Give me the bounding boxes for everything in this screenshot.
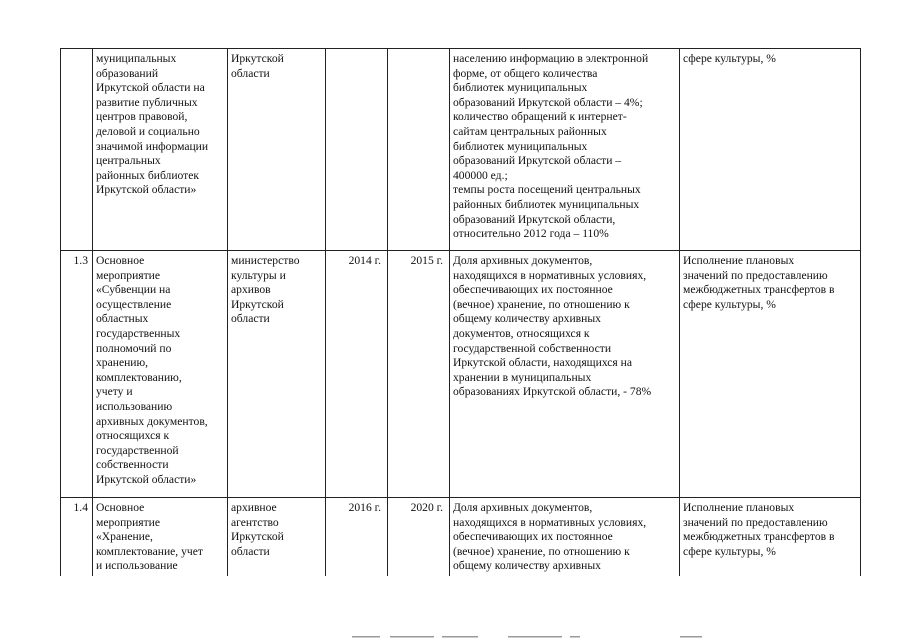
table-row	[61, 49, 861, 251]
indicator: Исполнение плановых значений по предоставлению межбюджетных трансфертов в сфере культуры, %	[680, 251, 861, 498]
expected-result: населению информацию в электронной форме, от общего количества библиотек муниципальных образований Иркутской области – 4%; количество обращений к интернет- сайтам центральных районных библиотек муниципальных образований Иркутской области – 400000 ед.; темпы роста посещений центральных районных библиотек муниципальных образований Иркутской области, относительно 2012 года – 110%	[450, 49, 680, 251]
start-year: 2016 г.	[326, 498, 388, 576]
start-year	[326, 49, 388, 251]
event-name: Основное мероприятие «Субвенции на осуществление областных государственных полномочий по хранению, комплектованию, учету и использованию архивных документов, относящихся к государственной собственности Иркутской области»	[93, 251, 228, 498]
indicator: Исполнение плановых значений по предоставлению межбюджетных трансфертов в сфере культуры, %	[680, 498, 861, 576]
row-number: 1.3	[61, 251, 93, 498]
row-number	[61, 49, 93, 251]
table-row	[61, 498, 861, 576]
event-name: Основное мероприятие «Хранение, комплектование, учет и использование	[93, 498, 228, 576]
scan-artifact-strip	[0, 628, 905, 640]
row-number: 1.4	[61, 498, 93, 576]
program-events-table	[60, 48, 861, 576]
expected-result: Доля архивных документов, находящихся в нормативных условиях, обеспечивающих их постоянное (вечное) хранение, по отношению к общему количеству архивных	[450, 498, 680, 576]
executor: архивное агентство Иркутской области	[228, 498, 326, 576]
indicator: сфере культуры, %	[680, 49, 861, 251]
table-row	[61, 251, 861, 498]
expected-result: Доля архивных документов, находящихся в нормативных условиях, обеспечивающих их постоянное (вечное) хранение, по отношению к общему количеству архивных документов, относящихся к государственной собственности Иркутской области, находящихся на хранении в муниципальных образованиях Иркутской области, - 78%	[450, 251, 680, 498]
end-year: 2015 г.	[388, 251, 450, 498]
executor: Иркутской области	[228, 49, 326, 251]
start-year: 2014 г.	[326, 251, 388, 498]
end-year	[388, 49, 450, 251]
end-year: 2020 г.	[388, 498, 450, 576]
event-name: муниципальных образований Иркутской области на развитие публичных центров правовой, деловой и социально значимой информации центральных районных библиотек Иркутской области»	[93, 49, 228, 251]
executor: министерство культуры и архивов Иркутской области	[228, 251, 326, 498]
